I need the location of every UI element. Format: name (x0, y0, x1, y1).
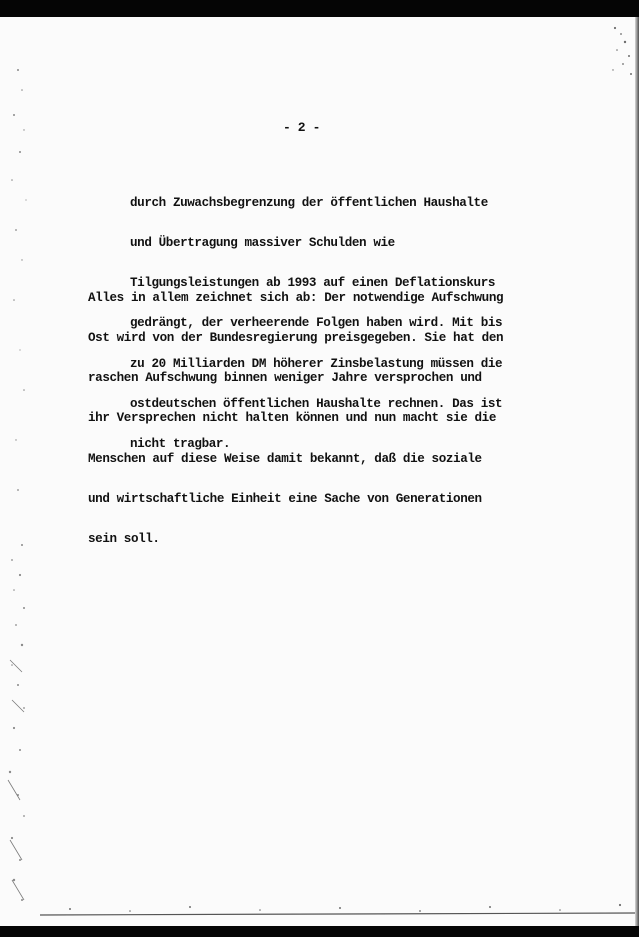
text-line: nicht tragbar. (130, 437, 231, 452)
text-line: und wirtschaftliche Einheit eine Sache von Generationen (88, 491, 482, 506)
text-line: sein soll. (88, 532, 160, 547)
text-line: durch Zuwachsbegrenzung der öffentlichen Haushalte (130, 195, 488, 210)
text-line: gedrängt, der verheerende Folgen haben wird. Mit bis (130, 316, 503, 331)
text-line: und Übertragung massiver Schulden wie (130, 236, 395, 251)
text-line: zu 20 Milliarden DM höherer Zinsbelastung müssen die (130, 356, 503, 371)
scan-top-border (0, 0, 639, 17)
scan-corner-noise (595, 20, 635, 80)
text-line: Ost wird von der Bundesregierung preisgegeben. Sie hat den (88, 331, 504, 346)
paragraph-conclusion (88, 265, 503, 573)
text-line: Alles in allem zeichnet sich ab: Der notwendige Aufschwung (88, 290, 504, 305)
text-line: ihr Versprechen nicht halten können und nun macht sie die (88, 411, 496, 426)
text-line: raschen Aufschwung binnen weniger Jahre versprochen und (88, 371, 482, 386)
scan-bottom-edge-noise (40, 895, 635, 925)
scan-right-edge (635, 17, 639, 926)
page-number: - 2 - (283, 120, 321, 135)
text-line: ostdeutschen öffentlichen Haushalte rechnen. Das ist (130, 396, 503, 411)
text-line: Tilgungsleistungen ab 1993 auf einen Deflationskurs (130, 276, 496, 291)
scan-bottom-border (0, 926, 639, 937)
text-line: Menschen auf diese Weise damit bekannt, daß die soziale (88, 451, 482, 466)
scan-left-edge-noise (4, 60, 34, 920)
